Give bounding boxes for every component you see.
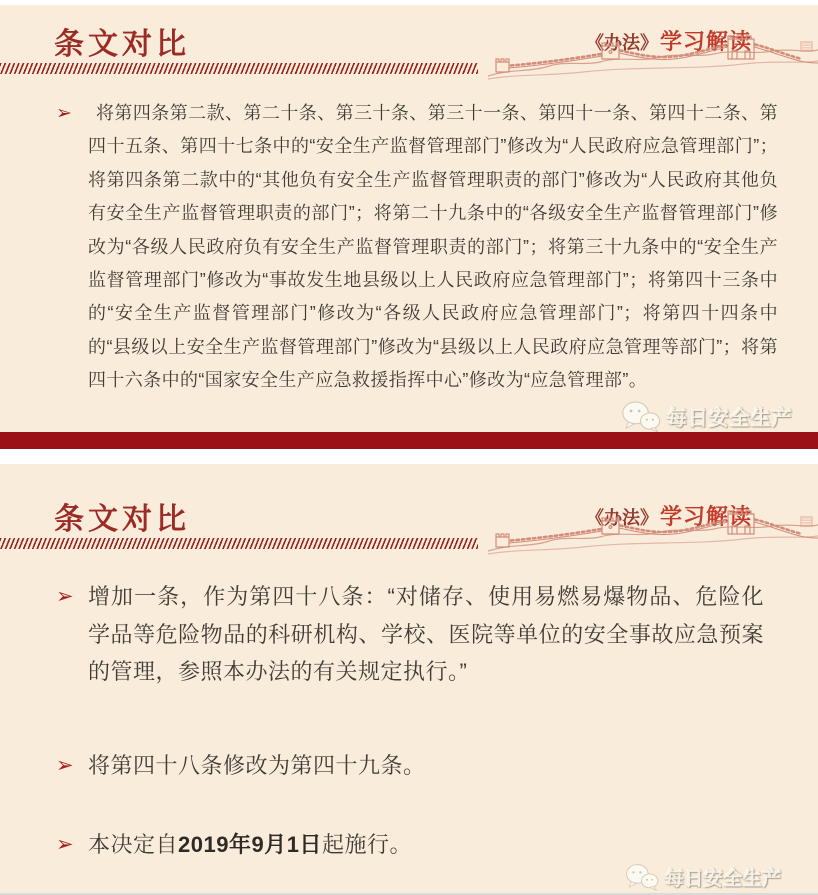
bullet-item <box>56 97 778 398</box>
amendment-paragraph: 增加一条，作为第四十八条：“对储存、使用易燃易爆物品、危险化学品等危险物品的科研机构、学校、医院等单位的安全事故应急预案的管理，参照本办法的有关规定执行。” <box>88 584 764 684</box>
arrow-bullet-icon: ➢ <box>56 833 74 856</box>
panel-gap <box>0 449 818 464</box>
watermark <box>621 400 793 433</box>
subtitle-label: 学习解读 <box>659 504 752 529</box>
subtitle-prefix: 《办法》 <box>585 33 658 53</box>
bullet-item <box>56 747 766 785</box>
hatched-divider <box>0 63 478 74</box>
panel-title: 条文对比 <box>54 28 190 61</box>
panel-body <box>56 578 766 864</box>
amendment-paragraph: 将第四条第二款、第二十条、第三十条、第三十一条、第四十一条、第四十二条、第四十五条、第四十七条中的“安全生产监督管理部门”修改为“人民政府应急管理部门”；将第四条第二款中的“其他负有安全生产监督管理职责的部门”修改为“人民政府其他负有安全生产监督管理职责的部门”；将第二十九条中的“各级安全生产监督管理部门”修改为“各级人民政府负有安全生产监督管理职责的部门”；将第三十九条中的“安全生产监督管理部门”修改为“事故发生地县级以上人民政府应急管理部门”；将第四十三条中的“安全生产监督管理部门”修改为“各级人民政府应急管理部门”；将第四十四条中的“县级以上安全生产监督管理部门”修改为“县级以上人民政府应急管理等部门”；将第四十六条中的“国家安全生产应急救援指挥中心”修改为“应急管理部”。 <box>88 103 778 391</box>
watermark-text: 每日安全生产 <box>667 408 793 430</box>
bullet-item <box>56 826 766 864</box>
hatched-divider <box>0 538 478 549</box>
panel-body <box>56 97 778 398</box>
panel-article-comparison-2 <box>0 464 818 895</box>
date-prefix: 本决定自 <box>88 832 179 857</box>
red-divider-bar <box>0 432 818 449</box>
date-suffix: 起施行。 <box>321 832 412 857</box>
amendment-paragraph: 将第四十八条修改为第四十九条。 <box>88 752 426 778</box>
panel-title: 条文对比 <box>54 503 190 536</box>
panel-article-comparison-1 <box>0 5 818 449</box>
great-wall-illustration <box>488 35 818 81</box>
watermark <box>625 863 782 891</box>
bullet-item <box>56 578 766 691</box>
subtitle-label: 学习解读 <box>659 29 752 54</box>
wechat-icon <box>625 863 659 891</box>
effective-date-paragraph <box>88 826 764 864</box>
arrow-bullet-icon: ➢ <box>56 103 72 124</box>
wechat-icon <box>621 400 661 433</box>
watermark-text: 每日安全生产 <box>664 868 782 890</box>
subtitle-prefix: 《办法》 <box>585 508 658 528</box>
arrow-bullet-icon: ➢ <box>56 585 74 608</box>
arrow-bullet-icon: ➢ <box>56 753 74 777</box>
effective-date: 2019年9月1日 <box>178 832 322 857</box>
great-wall-illustration <box>488 510 818 556</box>
